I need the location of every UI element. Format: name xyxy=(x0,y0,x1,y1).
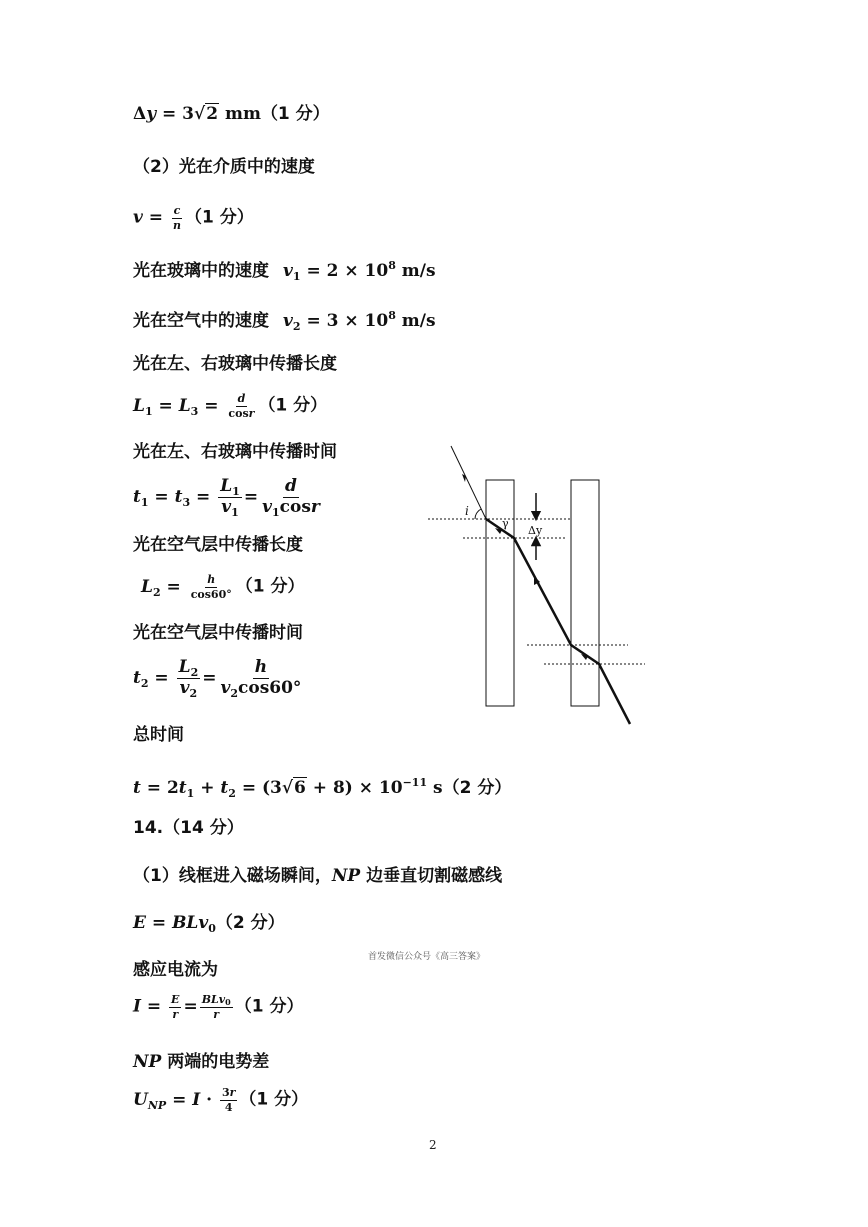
eq-unp: $U_{NP} = I$ · $\frac{3r}{4}$ （1 分） xyxy=(133,1086,309,1114)
air-speed-label: 光在空气中的速度 xyxy=(133,311,269,331)
total-time-heading: 总时间 xyxy=(133,725,184,745)
part2-heading: （2）光在介质中的速度 xyxy=(133,157,315,177)
part1-text-c: 边垂直切割磁感线 xyxy=(360,866,503,886)
air-speed-value: = 3 × 10 xyxy=(306,311,389,331)
score-20: （1 分） xyxy=(234,996,304,1017)
eq-emf: E = BLv$_0$（2 分） xyxy=(133,913,285,935)
score-11: （1 分） xyxy=(235,576,305,597)
air-length-heading: 光在空气层中传播长度 xyxy=(133,535,303,555)
glass-speed-line: 光在玻璃中的速度 $v_1 = 2 \times 10^8$ m/s xyxy=(133,259,436,283)
label-i: i xyxy=(465,504,469,518)
glass-speed-exp: 8 xyxy=(388,259,396,272)
glass-speed-label: 光在玻璃中的速度 xyxy=(133,261,269,281)
glass-time-heading: 光在左、右玻璃中传播时间 xyxy=(133,442,337,462)
watermark: 首发微信公众号《高三答案》 xyxy=(368,952,486,962)
air-time-heading: 光在空气层中传播时间 xyxy=(133,623,303,643)
eq-l1-l3: $L_1 = L_3$ = $\frac{d}{\cos r}$ （1 分） xyxy=(133,392,328,420)
air-speed-exp: 8 xyxy=(388,309,396,322)
part1-text-a: （1）线框进入磁场瞬间， xyxy=(133,866,332,886)
question-14-heading: 14.（14 分） xyxy=(133,818,244,838)
eq-delta-y: Δy = 3√2 mm（1 分） xyxy=(133,104,330,124)
current-heading: 感应电流为 xyxy=(133,960,218,980)
eq-l2: $L_2$ = $\frac{h}{\cos 60^\circ}$ （1 分） xyxy=(141,573,305,601)
np-voltage-text: 两端的电势差 xyxy=(161,1052,270,1072)
score-3: （1 分） xyxy=(184,207,254,228)
light-ray xyxy=(486,519,630,724)
eq-t2: $t_2$ = $\frac{L_2}{v_2}$ = $\frac{h}{v_2\cos 60^\circ}$ xyxy=(133,657,302,700)
air-speed-unit: m/s xyxy=(395,311,436,331)
glass-length-heading: 光在左、右玻璃中传播长度 xyxy=(133,354,337,374)
air-speed-line: 光在空气中的速度 $v_2 = 3 \times 10^8$ m/s xyxy=(133,309,436,333)
glass-speed-value: = 2 × 10 xyxy=(306,261,389,281)
score-7: （1 分） xyxy=(258,395,328,416)
eq-current: I = $\frac{E}{r}$ = $\frac{\text{BLv0}}{r}$ （1 分） xyxy=(133,993,304,1021)
glass-speed-unit: m/s xyxy=(395,261,436,281)
eq-v-c-n: v = $\frac{c}{n}$ （1 分） xyxy=(133,204,254,232)
score-18: （2 分） xyxy=(215,913,285,933)
page-number: 2 xyxy=(429,1138,437,1152)
np-label: NP xyxy=(133,1052,162,1072)
score-15: （2 分） xyxy=(442,778,512,798)
label-delta-y: Δy xyxy=(528,524,543,537)
eq-total-time: $t = 2t_1 + t_2 = (3√6 + 8) \times 10^{-11}$ s（2 分） xyxy=(133,776,512,800)
left-glass-slab xyxy=(486,480,514,706)
eq-t1-t3: $t_1 = t_3$ = $\frac{L_1}{v_1}$ = $\frac{d}{v_1\cos r}$ xyxy=(133,476,320,519)
label-gamma: γ xyxy=(502,517,509,530)
score-1: （1 分） xyxy=(260,104,330,124)
right-glass-slab xyxy=(571,480,599,706)
part1-np: NP xyxy=(331,866,361,886)
score-22: （1 分） xyxy=(239,1089,309,1110)
